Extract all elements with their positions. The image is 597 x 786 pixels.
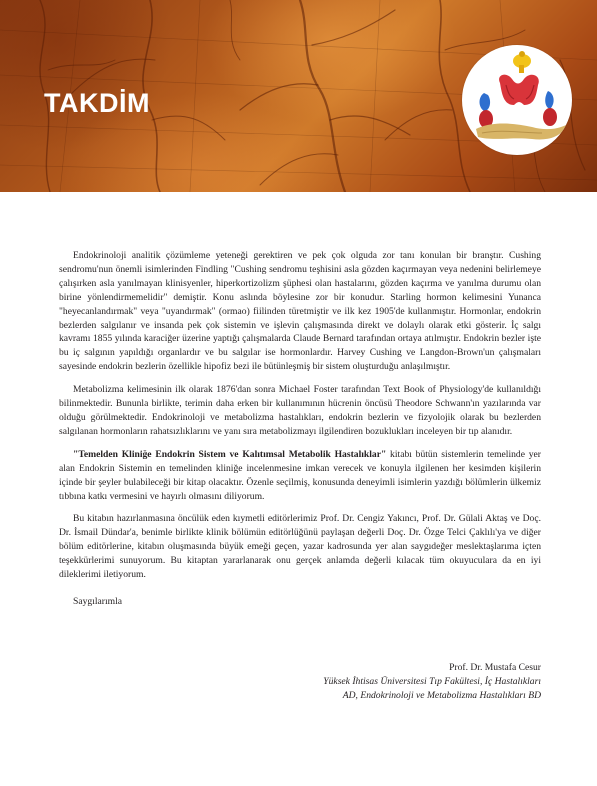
foreword-body — [59, 249, 541, 618]
endocrine-organs-icon — [462, 45, 572, 155]
page-title: TAKDİM — [44, 88, 150, 118]
book-title: "Temelden Kliniğe Endokrin Sistem ve Kalıtımsal Metabolik Hastalıklar" — [73, 448, 387, 460]
author-affiliation: Yüksek İhtisas Üniversitesi Tıp Fakültesi, İç Hastalıkları — [323, 676, 541, 687]
paragraph: Metabolizma kelimesinin ilk olarak 1876'dan sonra Michael Foster tarafından Text Book of Physiology'de kullanıldığı bilinmektedir. Bununla birlikte, terimin daha erken bir kullanımının hücrenin öncüsü Theodore Schwann'ın yazılarında var olduğu görülmektedir. Endokrinoloji ve metabolizma hastalıkları, endokrin bezlerin ve fizyolojik olarak bu bezlerden salgılanan hormonların rahatsızlıklarını ve yanı sıra metabolizmayı ilgilendiren bozuklukları inceleyen bir tıp alanıdır. — [59, 384, 541, 437]
closing-line: Saygılarımla — [73, 595, 123, 607]
author-department: AD, Endokrinoloji ve Metabolizma Hastalıkları BD — [342, 690, 541, 701]
author-name: Prof. Dr. Mustafa Cesur — [449, 662, 541, 673]
paragraph: Endokrinoloji analitik çözümleme yeteneği gerektiren ve pek çok olguda zor tanı konulan bir branştır. Cushing sendromu'nun önemli isimlerinden Findling "Cushing sendromu teşhisini asla gözden kaçırmayan veya nedenini belirlemeye çalışırken asla yanılmayan klinisyenler, hiperkortizolizm şüphesi olan hastalarını, gözden kaçırma ve yanılma durumu olan birine yönlendirmemelidir" demiştir. Konu aslında böylesine zor bir konudur. Starling hormon kelimesini Yunanca "heyecanlandırmak" veya "uyandırmak" (ormao) fiilinden türetmiştir ve ilk kez 1905'de kullanmıştır. Hormonlar, endokrin bezlerden salgılanır ve insanda pek çok sistemin ve işlevin çalışmasında direkt ve dolaylı olarak etki gösterir. İç salgı kavramı 1855 yılında karaciğer üzerine yaptığı çalışmalarda Claude Bernard tarafından ortaya atılmıştır. Endokrin bezler işte bu iç salgının yapıldığı organlardır ve bu salgılar ise hormonlardır. Harvey Cushing ve Langdon-Brown'un çalışmaları sayesinde endokrin bezlerin özellikle hipofiz bezi ile bütünleşmiş bir sistem oluşturduğu anlaşılmıştır. — [59, 250, 541, 373]
signature-block — [221, 661, 541, 703]
header-banner — [0, 0, 597, 192]
paragraph — [59, 448, 541, 504]
paragraph-text: kitabı bütün sistemlerin temelinde yer alan Endokrin Sistemin en temelinden kliniğe incelenmesine imkan verecek ve konuyla ilgilenen her kesimden kişilerin içinde bir şeyler bulabileceği bir kitap olacaktır. Özenle seçilmiş, konusunda deneyimli isimlerin yazdığı bölümlerin ülkemiz tıbbına katkı vermesini ve hayırlı olmasını diliyorum. — [59, 448, 541, 502]
paragraph: Bu kitabın hazırlanmasına öncülük eden kıymetli editörlerimiz Prof. Dr. Cengiz Yakıncı, Prof. Dr. Gülali Aktaş ve Doç. Dr. İsmail Dündar'a, benimle birlikte klinik bölümün editörlüğünü paylaşan değerli Doç. Dr. Özge Telci Çaklılı'ya ve diğer bölüm editörlerine, kitabın oluşmasında büyük emeği geçen, yazar kadrosunda yer alan saygıdeğer meslektaşlarıma içten teşekkürlerimi sunuyorum. Bu kitaptan yararlanarak onu gerçek anlamda değerli kılacak tüm okuyuculara da en iyi dileklerimi iletiyorum. — [59, 513, 541, 581]
